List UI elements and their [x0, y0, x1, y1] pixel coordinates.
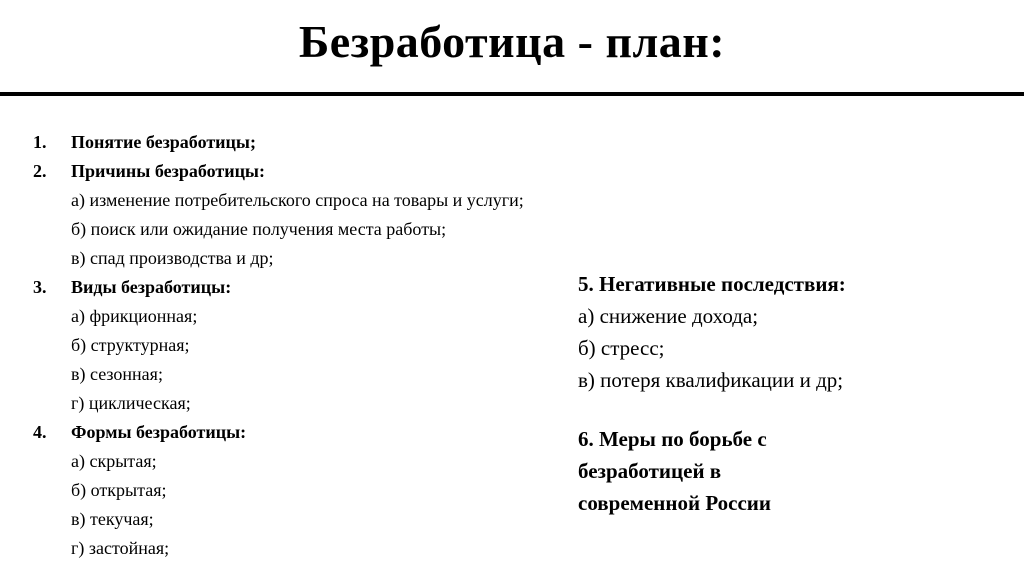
plan-item-number: 3.: [33, 277, 47, 297]
section-heading-line: 6. Меры по борьбе с: [578, 427, 767, 451]
section-heading: 5. Негативные последствия:: [578, 272, 846, 296]
plan-item-3: [33, 273, 593, 302]
section-heading-line: современной России: [578, 491, 771, 515]
plan-item-label: Понятие безработицы;: [71, 132, 256, 152]
plan-subitem: в) сезонная;: [71, 364, 163, 384]
slide-title: Безработица - план:: [298, 16, 726, 67]
plan-item-number: 4.: [33, 422, 47, 442]
title-divider: [0, 92, 1024, 96]
plan-subitem: г) циклическая;: [71, 393, 191, 413]
plan-subitem: б) открытая;: [71, 480, 167, 500]
plan-item-number: 2.: [33, 161, 47, 181]
plan-subitem: а) скрытая;: [71, 451, 157, 471]
plan-item-2: [33, 157, 593, 186]
plan-item-label: Формы безработицы:: [71, 422, 247, 442]
section-heading-line: безработицей в: [578, 459, 722, 483]
plan-item-label: Причины безработицы:: [71, 161, 265, 181]
plan-subitem: в) текучая;: [71, 509, 154, 529]
section-negative-consequences: [578, 268, 998, 396]
plan-item-number: 1.: [33, 132, 47, 152]
plan-subitem: б) структурная;: [71, 335, 190, 355]
plan-subitem: а) фрикционная;: [71, 306, 198, 326]
plan-item-4: [33, 418, 593, 447]
plan-item-label: Виды безработицы:: [71, 277, 232, 297]
plan-subitem: б) поиск или ожидание получения места работы;: [71, 219, 447, 239]
section-subitem: в) потеря квалификации и др;: [578, 368, 844, 392]
section-subitem: а) снижение дохода;: [578, 304, 759, 328]
section-measures: [578, 423, 998, 519]
plan-subitem: г) застойная;: [71, 538, 170, 558]
plan-list: [33, 128, 593, 563]
section-subitem: б) стресс;: [578, 336, 665, 360]
plan-item-1: [33, 128, 593, 157]
plan-subitem: в) спад производства и др;: [71, 248, 274, 268]
plan-subitem: а) изменение потребительского спроса на товары и услуги;: [71, 190, 524, 210]
